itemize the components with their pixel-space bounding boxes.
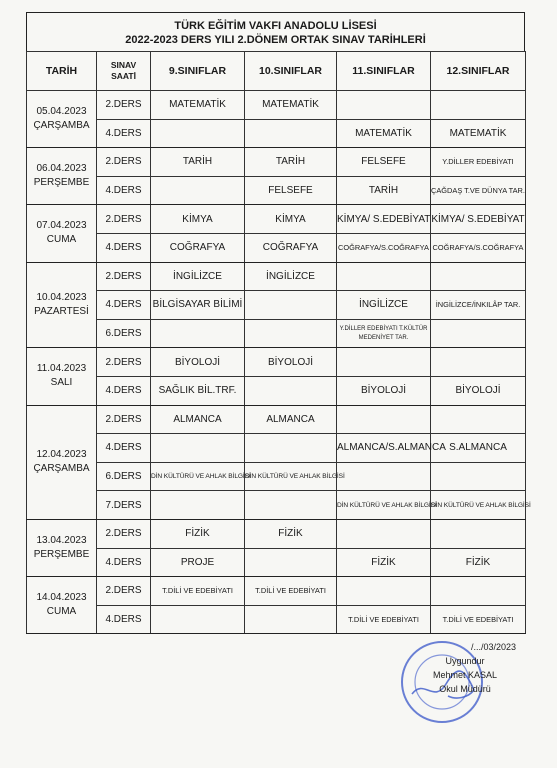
col-header-slot-line1: SINAV bbox=[110, 60, 137, 70]
exam-date: 13.04.2023 bbox=[36, 535, 87, 546]
slot-cell: 6.DERS bbox=[97, 319, 151, 348]
schedule-row bbox=[27, 148, 526, 177]
exam-cell-grade11 bbox=[337, 577, 431, 606]
schedule-header bbox=[26, 12, 525, 51]
exam-cell-grade11: TARİH bbox=[337, 176, 431, 205]
exam-cell-grade12 bbox=[431, 319, 526, 348]
exam-cell-grade10: DİN KÜLTÜRÜ VE AHLAK BİLGİSİ bbox=[245, 462, 337, 491]
schedule-row bbox=[27, 119, 526, 148]
slot-cell: 2.DERS bbox=[97, 577, 151, 606]
col-header-slot-line2: SAATİ bbox=[111, 71, 136, 81]
exam-cell-grade12: KİMYA/ S.EDEBİYAT bbox=[431, 205, 526, 234]
exam-date: 06.04.2023 bbox=[36, 163, 87, 175]
exam-weekday: PERŞEMBE bbox=[33, 549, 90, 560]
exam-cell-grade10: FELSEFE bbox=[245, 176, 337, 205]
exam-cell-grade10: KİMYA bbox=[245, 205, 337, 234]
exam-cell-grade10: İNGİLİZCE bbox=[245, 262, 337, 291]
exam-date: 05.04.2023 bbox=[36, 106, 87, 118]
approval-block bbox=[400, 640, 530, 696]
slot-cell: 4.DERS bbox=[97, 176, 151, 205]
exam-cell-grade9: TARİH bbox=[151, 148, 245, 177]
exam-cell-grade9: MATEMATİK bbox=[151, 91, 245, 120]
exam-cell-grade12 bbox=[431, 462, 526, 491]
exam-cell-grade12: Y.DİLLER EDEBİYATI bbox=[431, 148, 526, 177]
exam-schedule-sheet bbox=[26, 12, 531, 634]
exam-weekday: ÇARŞAMBA bbox=[33, 463, 90, 475]
date-cell bbox=[27, 91, 97, 148]
exam-cell-grade9 bbox=[151, 319, 245, 348]
exam-cell-grade11: ALMANCA/S.ALMANCA bbox=[337, 434, 431, 463]
exam-cell-grade10: TARİH bbox=[245, 148, 337, 177]
exam-cell-grade10: MATEMATİK bbox=[245, 91, 337, 120]
date-cell bbox=[27, 405, 97, 519]
schedule-row bbox=[27, 176, 526, 205]
date-cell bbox=[27, 519, 97, 576]
slot-cell: 4.DERS bbox=[97, 291, 151, 320]
slot-cell: 2.DERS bbox=[97, 519, 151, 548]
exam-weekday: ÇARŞAMBA bbox=[33, 120, 90, 132]
slot-cell: 4.DERS bbox=[97, 548, 151, 577]
date-cell bbox=[27, 262, 97, 348]
exam-date: 14.04.2023 bbox=[36, 592, 87, 604]
exam-cell-grade10: COĞRAFYA bbox=[245, 233, 337, 262]
exam-cell-grade9: BİLGİSAYAR BİLİMİ bbox=[151, 291, 245, 320]
exam-cell-grade10 bbox=[245, 434, 337, 463]
exam-cell-grade12 bbox=[431, 348, 526, 377]
exam-cell-grade12 bbox=[431, 91, 526, 120]
slot-cell: 4.DERS bbox=[97, 119, 151, 148]
schedule-row bbox=[27, 519, 526, 548]
slot-cell: 2.DERS bbox=[97, 348, 151, 377]
exam-cell-grade9: FİZİK bbox=[151, 519, 245, 548]
exam-cell-grade9: SAĞLIK BİL.TRF. bbox=[151, 376, 245, 405]
col-header-date: TARİH bbox=[27, 52, 97, 91]
exam-cell-grade10: FİZİK bbox=[245, 519, 337, 548]
exam-cell-grade9: DİN KÜLTÜRÜ VE AHLAK BİLGİSİ bbox=[151, 462, 245, 491]
schedule-row bbox=[27, 91, 526, 120]
exam-date: 10.04.2023 bbox=[36, 291, 87, 303]
exam-cell-grade12: S.ALMANCA bbox=[431, 434, 526, 463]
exam-cell-grade9 bbox=[151, 119, 245, 148]
exam-cell-grade12: BİYOLOJİ bbox=[431, 376, 526, 405]
schedule-row bbox=[27, 291, 526, 320]
exam-cell-grade10 bbox=[245, 291, 337, 320]
slot-cell: 2.DERS bbox=[97, 148, 151, 177]
exam-table-body bbox=[27, 91, 531, 634]
exam-cell-grade11: DİN KÜLTÜRÜ VE AHLAK BİLGİSİ bbox=[337, 491, 431, 520]
exam-cell-grade11 bbox=[337, 348, 431, 377]
exam-cell-grade12: İNGİLİZCE/İNKILÂP TAR. bbox=[431, 291, 526, 320]
schedule-row bbox=[27, 405, 526, 434]
school-name: TÜRK EĞİTİM VAKFI ANADOLU LİSESİ bbox=[174, 20, 377, 32]
exam-date: 12.04.2023 bbox=[36, 449, 87, 461]
schedule-row bbox=[27, 605, 526, 634]
exam-cell-grade12: COĞRAFYA/S.COĞRAFYA bbox=[431, 233, 526, 262]
col-header-slot bbox=[97, 52, 151, 91]
exam-cell-grade11: KİMYA/ S.EDEBİYAT bbox=[337, 205, 431, 234]
exam-table bbox=[26, 51, 531, 634]
exam-cell-grade11 bbox=[337, 519, 431, 548]
exam-cell-grade9: KİMYA bbox=[151, 205, 245, 234]
date-cell bbox=[27, 205, 97, 262]
exam-cell-grade11: T.DİLİ VE EDEBİYATI bbox=[337, 605, 431, 634]
exam-weekday: PERŞEMBE bbox=[33, 177, 90, 189]
slot-cell: 4.DERS bbox=[97, 376, 151, 405]
exam-cell-grade12: FİZİK bbox=[431, 548, 526, 577]
exam-cell-grade10: BİYOLOJİ bbox=[245, 348, 337, 377]
exam-cell-grade9: T.DİLİ VE EDEBİYATI bbox=[151, 577, 245, 606]
principal-name: Mehmet KASAL bbox=[432, 670, 498, 680]
exam-cell-grade11: Y.DİLLER EDEBİYATI T.KÜLTÜR MEDENİYET TAR. bbox=[337, 319, 431, 348]
exam-cell-grade10 bbox=[245, 605, 337, 634]
exam-weekday: CUMA bbox=[46, 234, 77, 246]
exam-date: 07.04.2023 bbox=[36, 220, 87, 232]
approval-date: /.../03/2023 bbox=[470, 642, 516, 652]
schedule-row bbox=[27, 577, 526, 606]
exam-cell-grade10 bbox=[245, 319, 337, 348]
slot-cell: 7.DERS bbox=[97, 491, 151, 520]
schedule-row bbox=[27, 434, 526, 463]
date-cell bbox=[27, 148, 97, 205]
exam-cell-grade9 bbox=[151, 605, 245, 634]
slot-cell: 2.DERS bbox=[97, 205, 151, 234]
exam-cell-grade12: T.DİLİ VE EDEBİYATI bbox=[431, 605, 526, 634]
exam-cell-grade9 bbox=[151, 491, 245, 520]
schedule-row bbox=[27, 348, 526, 377]
exam-cell-grade11 bbox=[337, 405, 431, 434]
exam-cell-grade11: MATEMATİK bbox=[337, 119, 431, 148]
exam-cell-grade11: BİYOLOJİ bbox=[337, 376, 431, 405]
exam-cell-grade11: FELSEFE bbox=[337, 148, 431, 177]
col-header-grade10: 10.SINIFLAR bbox=[245, 52, 337, 91]
schedule-row bbox=[27, 205, 526, 234]
exam-cell-grade12 bbox=[431, 519, 526, 548]
principal-title: Okul Müdürü bbox=[439, 684, 491, 694]
exam-cell-grade9 bbox=[151, 176, 245, 205]
exam-cell-grade9: ALMANCA bbox=[151, 405, 245, 434]
exam-cell-grade10: T.DİLİ VE EDEBİYATI bbox=[245, 577, 337, 606]
exam-cell-grade10 bbox=[245, 119, 337, 148]
col-header-grade9: 9.SINIFLAR bbox=[151, 52, 245, 91]
exam-cell-grade12 bbox=[431, 405, 526, 434]
schedule-row bbox=[27, 462, 526, 491]
exam-cell-grade11 bbox=[337, 462, 431, 491]
date-cell bbox=[27, 348, 97, 405]
exam-cell-grade12 bbox=[431, 262, 526, 291]
schedule-row bbox=[27, 376, 526, 405]
schedule-title: 2022-2023 DERS YILI 2.DÖNEM ORTAK SINAV TARİHLERİ bbox=[125, 34, 426, 46]
exam-cell-grade9: PROJE bbox=[151, 548, 245, 577]
exam-cell-grade10: ALMANCA bbox=[245, 405, 337, 434]
col-header-grade11: 11.SINIFLAR bbox=[337, 52, 431, 91]
exam-weekday: PAZARTESİ bbox=[34, 305, 89, 317]
slot-cell: 4.DERS bbox=[97, 605, 151, 634]
schedule-row bbox=[27, 233, 526, 262]
exam-cell-grade11: İNGİLİZCE bbox=[337, 291, 431, 320]
slot-cell: 2.DERS bbox=[97, 262, 151, 291]
date-cell bbox=[27, 577, 97, 634]
exam-cell-grade9 bbox=[151, 434, 245, 463]
exam-cell-grade10 bbox=[245, 491, 337, 520]
slot-cell: 4.DERS bbox=[97, 233, 151, 262]
exam-date: 11.04.2023 bbox=[36, 363, 87, 375]
exam-cell-grade12: MATEMATİK bbox=[431, 119, 526, 148]
slot-cell: 2.DERS bbox=[97, 405, 151, 434]
table-header-row bbox=[27, 52, 526, 91]
slot-cell: 2.DERS bbox=[97, 91, 151, 120]
schedule-row bbox=[27, 548, 526, 577]
exam-cell-grade9: İNGİLİZCE bbox=[151, 262, 245, 291]
exam-weekday: SALI bbox=[50, 377, 73, 389]
exam-cell-grade12 bbox=[431, 577, 526, 606]
exam-cell-grade9: BİYOLOJİ bbox=[151, 348, 245, 377]
schedule-row bbox=[27, 262, 526, 291]
schedule-row bbox=[27, 491, 526, 520]
exam-cell-grade9: COĞRAFYA bbox=[151, 233, 245, 262]
exam-cell-grade11 bbox=[337, 91, 431, 120]
slot-cell: 4.DERS bbox=[97, 434, 151, 463]
exam-cell-grade10 bbox=[245, 376, 337, 405]
exam-cell-grade12: ÇAĞDAŞ T.VE DÜNYA TAR. bbox=[431, 176, 526, 205]
exam-cell-grade11: FİZİK bbox=[337, 548, 431, 577]
exam-cell-grade11 bbox=[337, 262, 431, 291]
exam-cell-grade10 bbox=[245, 548, 337, 577]
exam-weekday: CUMA bbox=[46, 606, 77, 618]
schedule-row bbox=[27, 319, 526, 348]
approval-word: Uygundur bbox=[445, 656, 485, 666]
col-header-grade12: 12.SINIFLAR bbox=[431, 52, 526, 91]
exam-cell-grade12: DİN KÜLTÜRÜ VE AHLAK BİLGİSİ bbox=[431, 491, 526, 520]
slot-cell: 6.DERS bbox=[97, 462, 151, 491]
exam-cell-grade11: COĞRAFYA/S.COĞRAFYA bbox=[337, 233, 431, 262]
